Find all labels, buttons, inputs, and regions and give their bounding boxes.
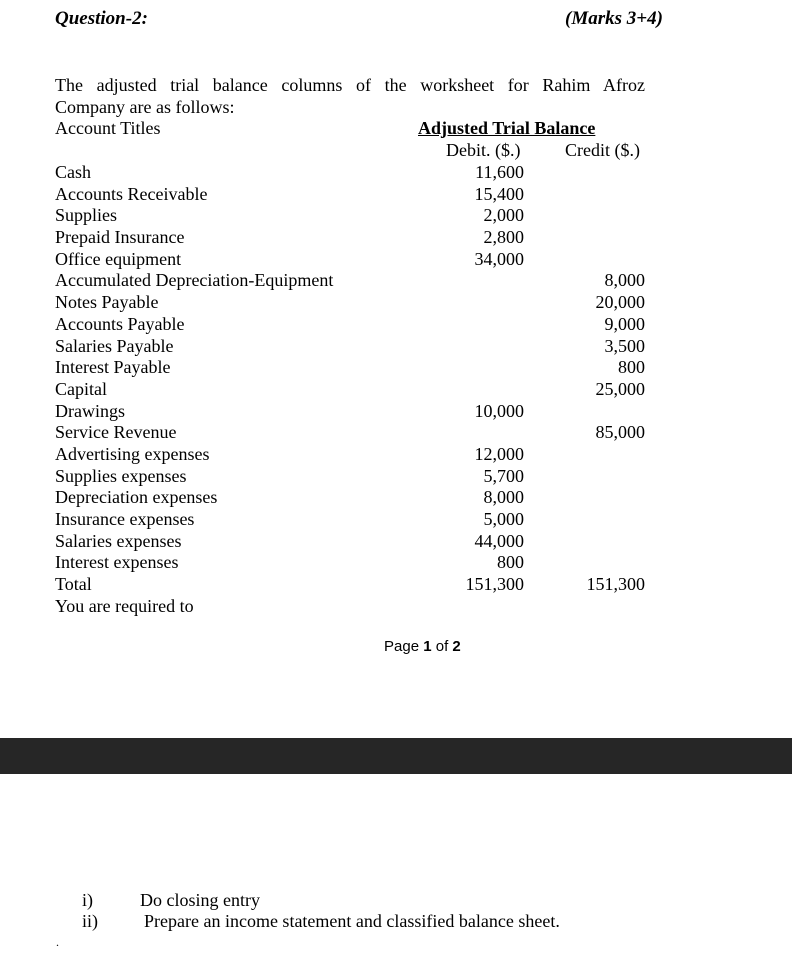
account-name: Drawings <box>55 400 125 421</box>
page-total: 2 <box>452 638 461 655</box>
credit-amount: 800 <box>618 357 645 378</box>
debit-amount: 5,700 <box>483 465 524 486</box>
credit-column-header: Credit ($.) <box>565 140 640 160</box>
adjusted-trial-balance-header: Adjusted Trial Balance <box>418 118 596 138</box>
table-row <box>55 249 645 271</box>
intro-line-2: Company are as follows: <box>55 97 235 117</box>
table-row <box>55 379 645 401</box>
table-row <box>55 227 645 249</box>
debit-amount: 8,000 <box>483 487 524 508</box>
credit-amount: 3,500 <box>604 335 645 356</box>
debit-amount: 34,000 <box>474 248 524 269</box>
debit-amount: 5,000 <box>483 509 524 529</box>
account-name: Supplies expenses <box>55 465 187 486</box>
account-name: Notes Payable <box>55 292 159 313</box>
account-name: Interest expenses <box>55 552 179 573</box>
credit-amount: 9,000 <box>604 313 645 334</box>
table-row <box>55 466 645 488</box>
account-name: Salaries Payable <box>55 335 174 356</box>
trial-balance-table <box>55 162 645 596</box>
account-name: Capital <box>55 378 107 399</box>
table-row <box>55 292 645 314</box>
table-row <box>55 487 645 509</box>
debit-amount: 2,800 <box>483 227 524 248</box>
account-name: Prepaid Insurance <box>55 227 185 248</box>
debit-amount: 11,600 <box>475 162 524 182</box>
table-row <box>55 422 645 444</box>
table-row <box>55 205 645 227</box>
required-intro: You are required to <box>55 596 194 616</box>
debit-amount: 15,400 <box>474 183 524 204</box>
account-name: Total <box>55 574 92 595</box>
account-titles-header: Account Titles <box>55 118 161 138</box>
debit-amount: 2,000 <box>483 205 524 226</box>
account-name: Insurance expenses <box>55 509 195 529</box>
requirement-text: Prepare an income statement and classified balance sheet. <box>144 911 560 931</box>
account-name: Salaries expenses <box>55 530 182 551</box>
page-current: 1 <box>423 638 432 655</box>
requirement-text: Do closing entry <box>140 890 260 910</box>
account-name: Accounts Payable <box>55 313 185 334</box>
requirement-item <box>82 890 682 911</box>
account-name: Interest Payable <box>55 357 171 378</box>
account-name: Accumulated Depreciation-Equipment <box>55 270 334 291</box>
page-prefix: Page <box>384 638 420 655</box>
credit-amount: 8,000 <box>604 270 645 291</box>
debit-amount: 10,000 <box>474 400 524 421</box>
table-row <box>55 574 645 596</box>
table-row <box>55 184 645 206</box>
page-indicator <box>384 638 461 655</box>
table-row <box>55 162 645 184</box>
table-row <box>55 552 645 574</box>
debit-column-header: Debit. ($.) <box>446 140 521 160</box>
table-row <box>55 270 645 292</box>
requirement-number: i) <box>82 890 93 910</box>
table-row <box>55 509 645 531</box>
debit-amount: 800 <box>497 552 524 573</box>
debit-amount: 151,300 <box>465 574 524 595</box>
account-name: Service Revenue <box>55 422 177 443</box>
account-name: Cash <box>55 162 91 182</box>
account-name: Advertising expenses <box>55 443 210 464</box>
intro-line-1: The adjusted trial balance columns of the worksheet for Rahim Afroz <box>55 75 645 95</box>
account-name: Supplies <box>55 205 118 226</box>
requirements-list <box>82 890 682 932</box>
table-row <box>55 401 645 423</box>
requirement-number: ii) <box>82 911 98 931</box>
credit-amount: 151,300 <box>586 574 645 595</box>
table-row <box>55 444 645 466</box>
table-row <box>55 314 645 336</box>
page-sep: of <box>435 638 449 655</box>
account-name: Accounts Receivable <box>55 183 208 204</box>
credit-amount: 20,000 <box>595 292 645 313</box>
intro-paragraph <box>55 74 645 118</box>
table-row <box>55 357 645 379</box>
page-break-bar <box>0 738 792 774</box>
stray-mark: . <box>56 935 59 949</box>
credit-amount: 25,000 <box>595 378 645 399</box>
debit-amount: 44,000 <box>474 530 524 551</box>
question-marks: (Marks 3+4) <box>565 8 663 29</box>
question-title: Question-2: <box>55 8 148 29</box>
table-row <box>55 531 645 553</box>
debit-amount: 12,000 <box>474 443 524 464</box>
credit-amount: 85,000 <box>595 422 645 443</box>
account-name: Office equipment <box>55 248 182 269</box>
table-row <box>55 336 645 358</box>
account-name: Depreciation expenses <box>55 487 218 508</box>
requirement-item <box>82 911 682 932</box>
